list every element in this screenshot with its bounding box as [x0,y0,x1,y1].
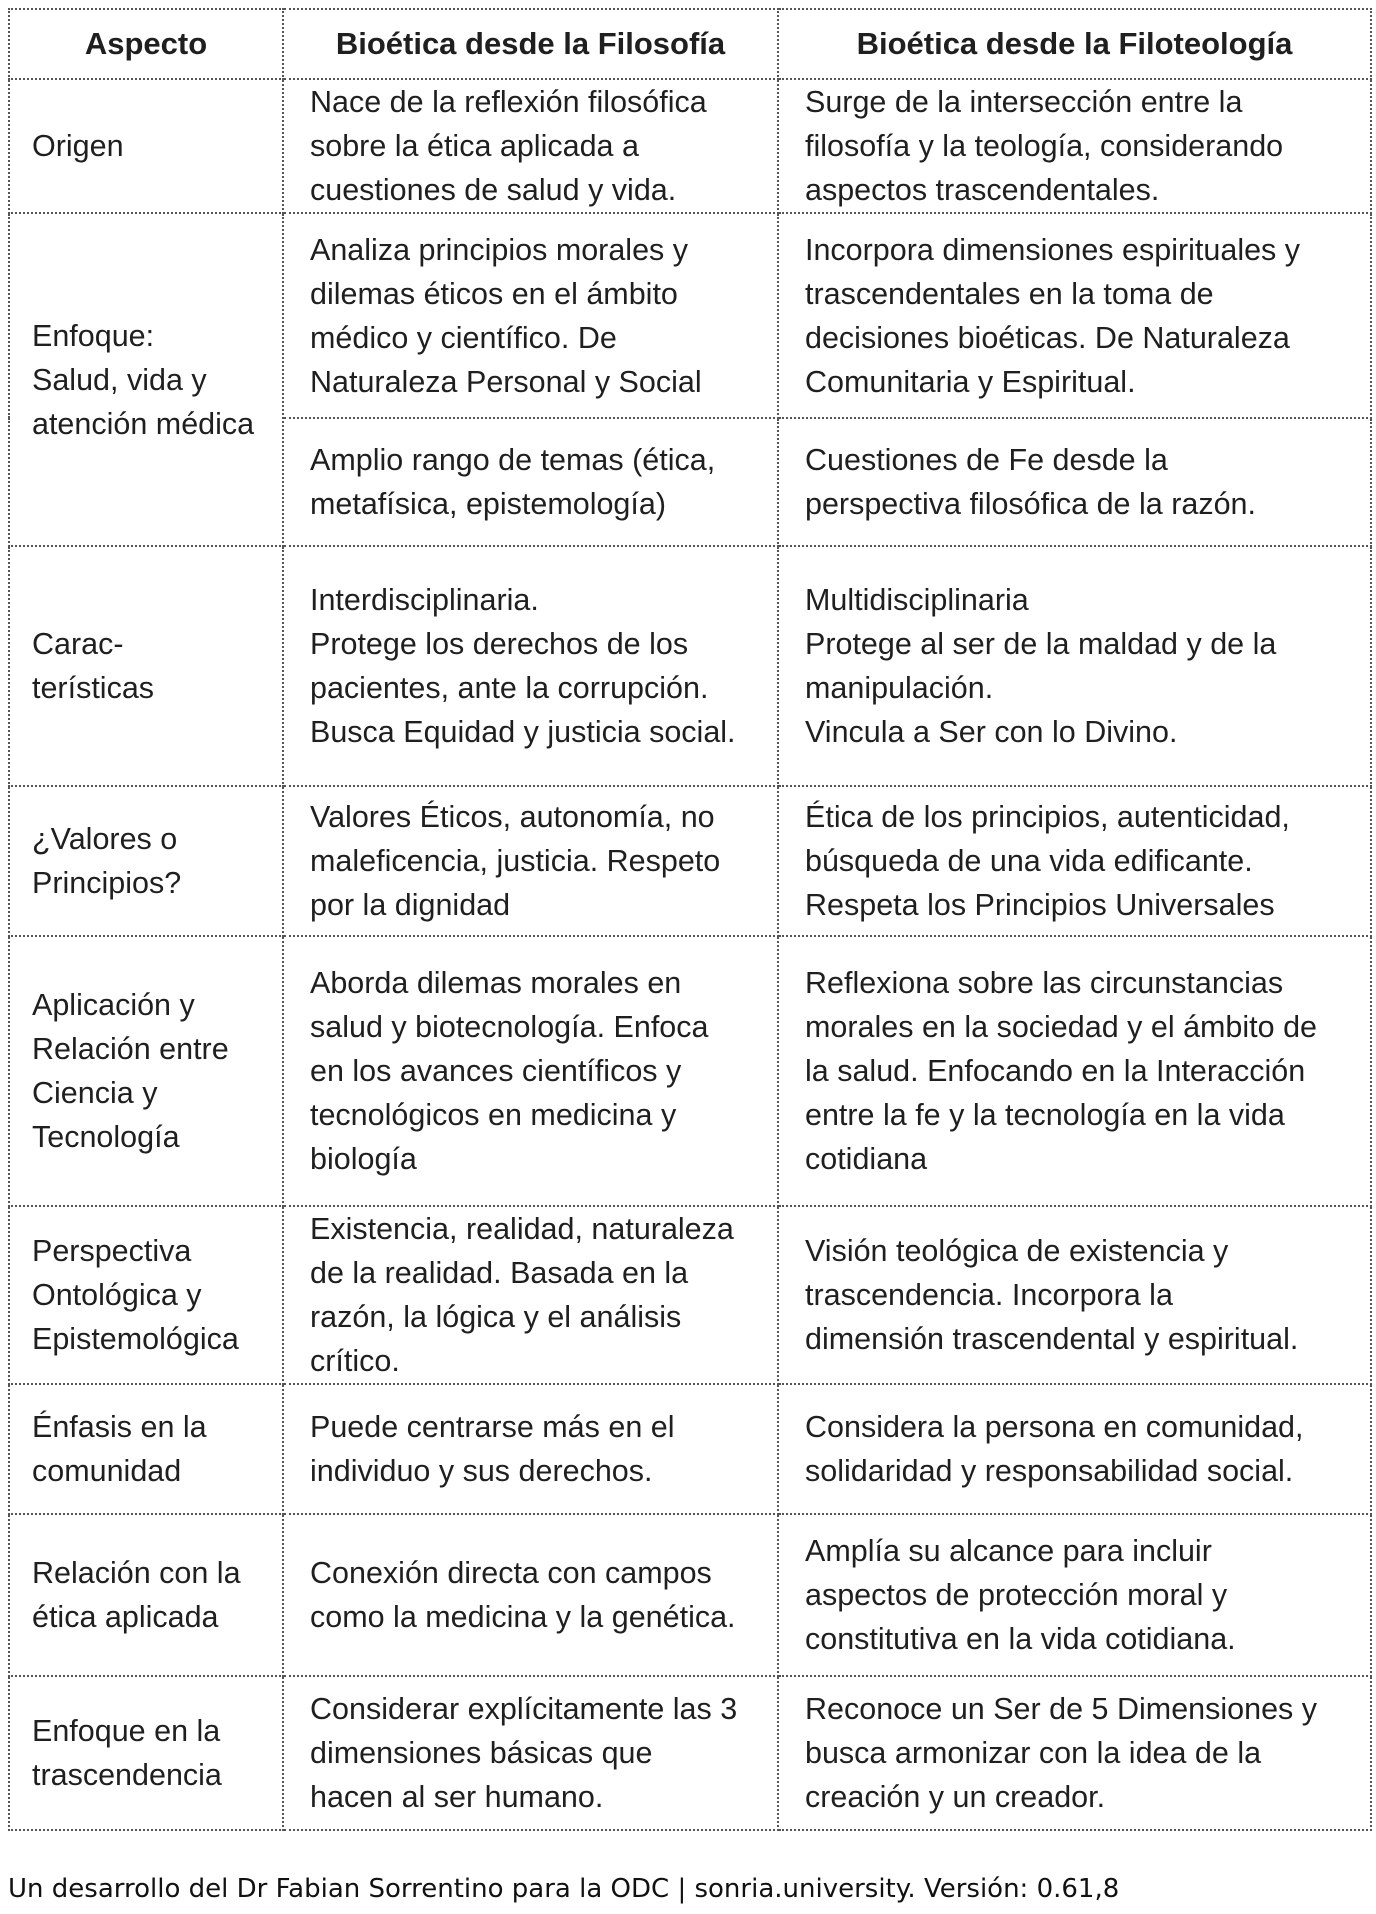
filoteologia-cell: Ética de los principios, autenticidad, búsqueda de una vida edificante. Respeta los Principios Universales [778,786,1371,936]
aspect-cell: Perspectiva Ontológica y Epistemológica [9,1206,283,1384]
table-row [9,213,1371,418]
filosofia-cell: Considerar explícitamente las 3 dimensiones básicas que hacen al ser humano. [283,1676,778,1830]
filosofia-cell: Amplio rango de temas (ética, metafísica, epistemología) [283,418,778,546]
filosofia-cell: Interdisciplinaria. Protege los derechos de los pacientes, ante la corrupción. Busca Equidad y justicia social. [283,546,778,786]
aspect-cell: Enfoque en la trascendencia [9,1676,283,1830]
footer-credit: Un desarrollo del Dr Fabian Sorrentino para la ODC | sonria.university. Versión: 0.61,8 [8,1874,1120,1904]
aspect-cell: Relación con la ética aplicada [9,1514,283,1676]
aspect-cell: Enfoque: Salud, vida y atención médica [9,213,283,546]
header-aspecto: Aspecto [9,9,283,79]
aspect-cell: Aplicación y Relación entre Ciencia y Tecnología [9,936,283,1206]
table-row [9,1206,1371,1384]
filoteologia-cell: Amplía su alcance para incluir aspectos de protección moral y constitutiva en la vida cotidiana. [778,1514,1371,1676]
filoteologia-cell: Cuestiones de Fe desde la perspectiva filosófica de la razón. [778,418,1371,546]
aspect-cell: Origen [9,79,283,213]
table-row [9,1676,1371,1830]
filoteologia-cell: Multidisciplinaria Protege al ser de la maldad y de la manipulación. Vincula a Ser con lo Divino. [778,546,1371,786]
table-row [9,1384,1371,1514]
filoteologia-cell: Surge de la intersección entre la filosofía y la teología, considerando aspectos trascendentales. [778,79,1371,213]
aspect-cell: Carac- terísticas [9,546,283,786]
table-row [9,936,1371,1206]
table-row [9,546,1371,786]
aspect-cell: ¿Valores o Principios? [9,786,283,936]
filoteologia-cell: Reflexiona sobre las circunstancias morales en la sociedad y el ámbito de la salud. Enfocando en la Interacción entre la fe y la tecnología en la vida cotidiana [778,936,1371,1206]
filoteologia-cell: Reconoce un Ser de 5 Dimensiones y busca armonizar con la idea de la creación y un creador. [778,1676,1371,1830]
filoteologia-cell: Considera la persona en comunidad, solidaridad y responsabilidad social. [778,1384,1371,1514]
table-row [9,786,1371,936]
filosofia-cell: Analiza principios morales y dilemas éticos en el ámbito médico y científico. De Naturaleza Personal y Social [283,213,778,418]
filosofia-cell: Existencia, realidad, naturaleza de la realidad. Basada en la razón, la lógica y el análisis crítico. [283,1206,778,1384]
table-row [9,1514,1371,1676]
header-filosofia: Bioética desde la Filosofía [283,9,778,79]
table-header-row [9,9,1371,79]
filoteologia-cell: Incorpora dimensiones espirituales y trascendentales en la toma de decisiones bioéticas. De Naturaleza Comunitaria y Espiritual. [778,213,1371,418]
header-filoteologia: Bioética desde la Filoteología [778,9,1371,79]
filosofia-cell: Valores Éticos, autonomía, no maleficencia, justicia. Respeto por la dignidad [283,786,778,936]
filosofia-cell: Conexión directa con campos como la medicina y la genética. [283,1514,778,1676]
filoteologia-cell: Visión teológica de existencia y trascendencia. Incorpora la dimensión trascendental y espiritual. [778,1206,1371,1384]
aspect-cell: Énfasis en la comunidad [9,1384,283,1514]
comparison-table [8,8,1372,1831]
filosofia-cell: Puede centrarse más en el individuo y sus derechos. [283,1384,778,1514]
filosofia-cell: Nace de la reflexión filosófica sobre la ética aplicada a cuestiones de salud y vida. [283,79,778,213]
filosofia-cell: Aborda dilemas morales en salud y biotecnología. Enfoca en los avances científicos y tecnológicos en medicina y biología [283,936,778,1206]
table-row [9,79,1371,213]
